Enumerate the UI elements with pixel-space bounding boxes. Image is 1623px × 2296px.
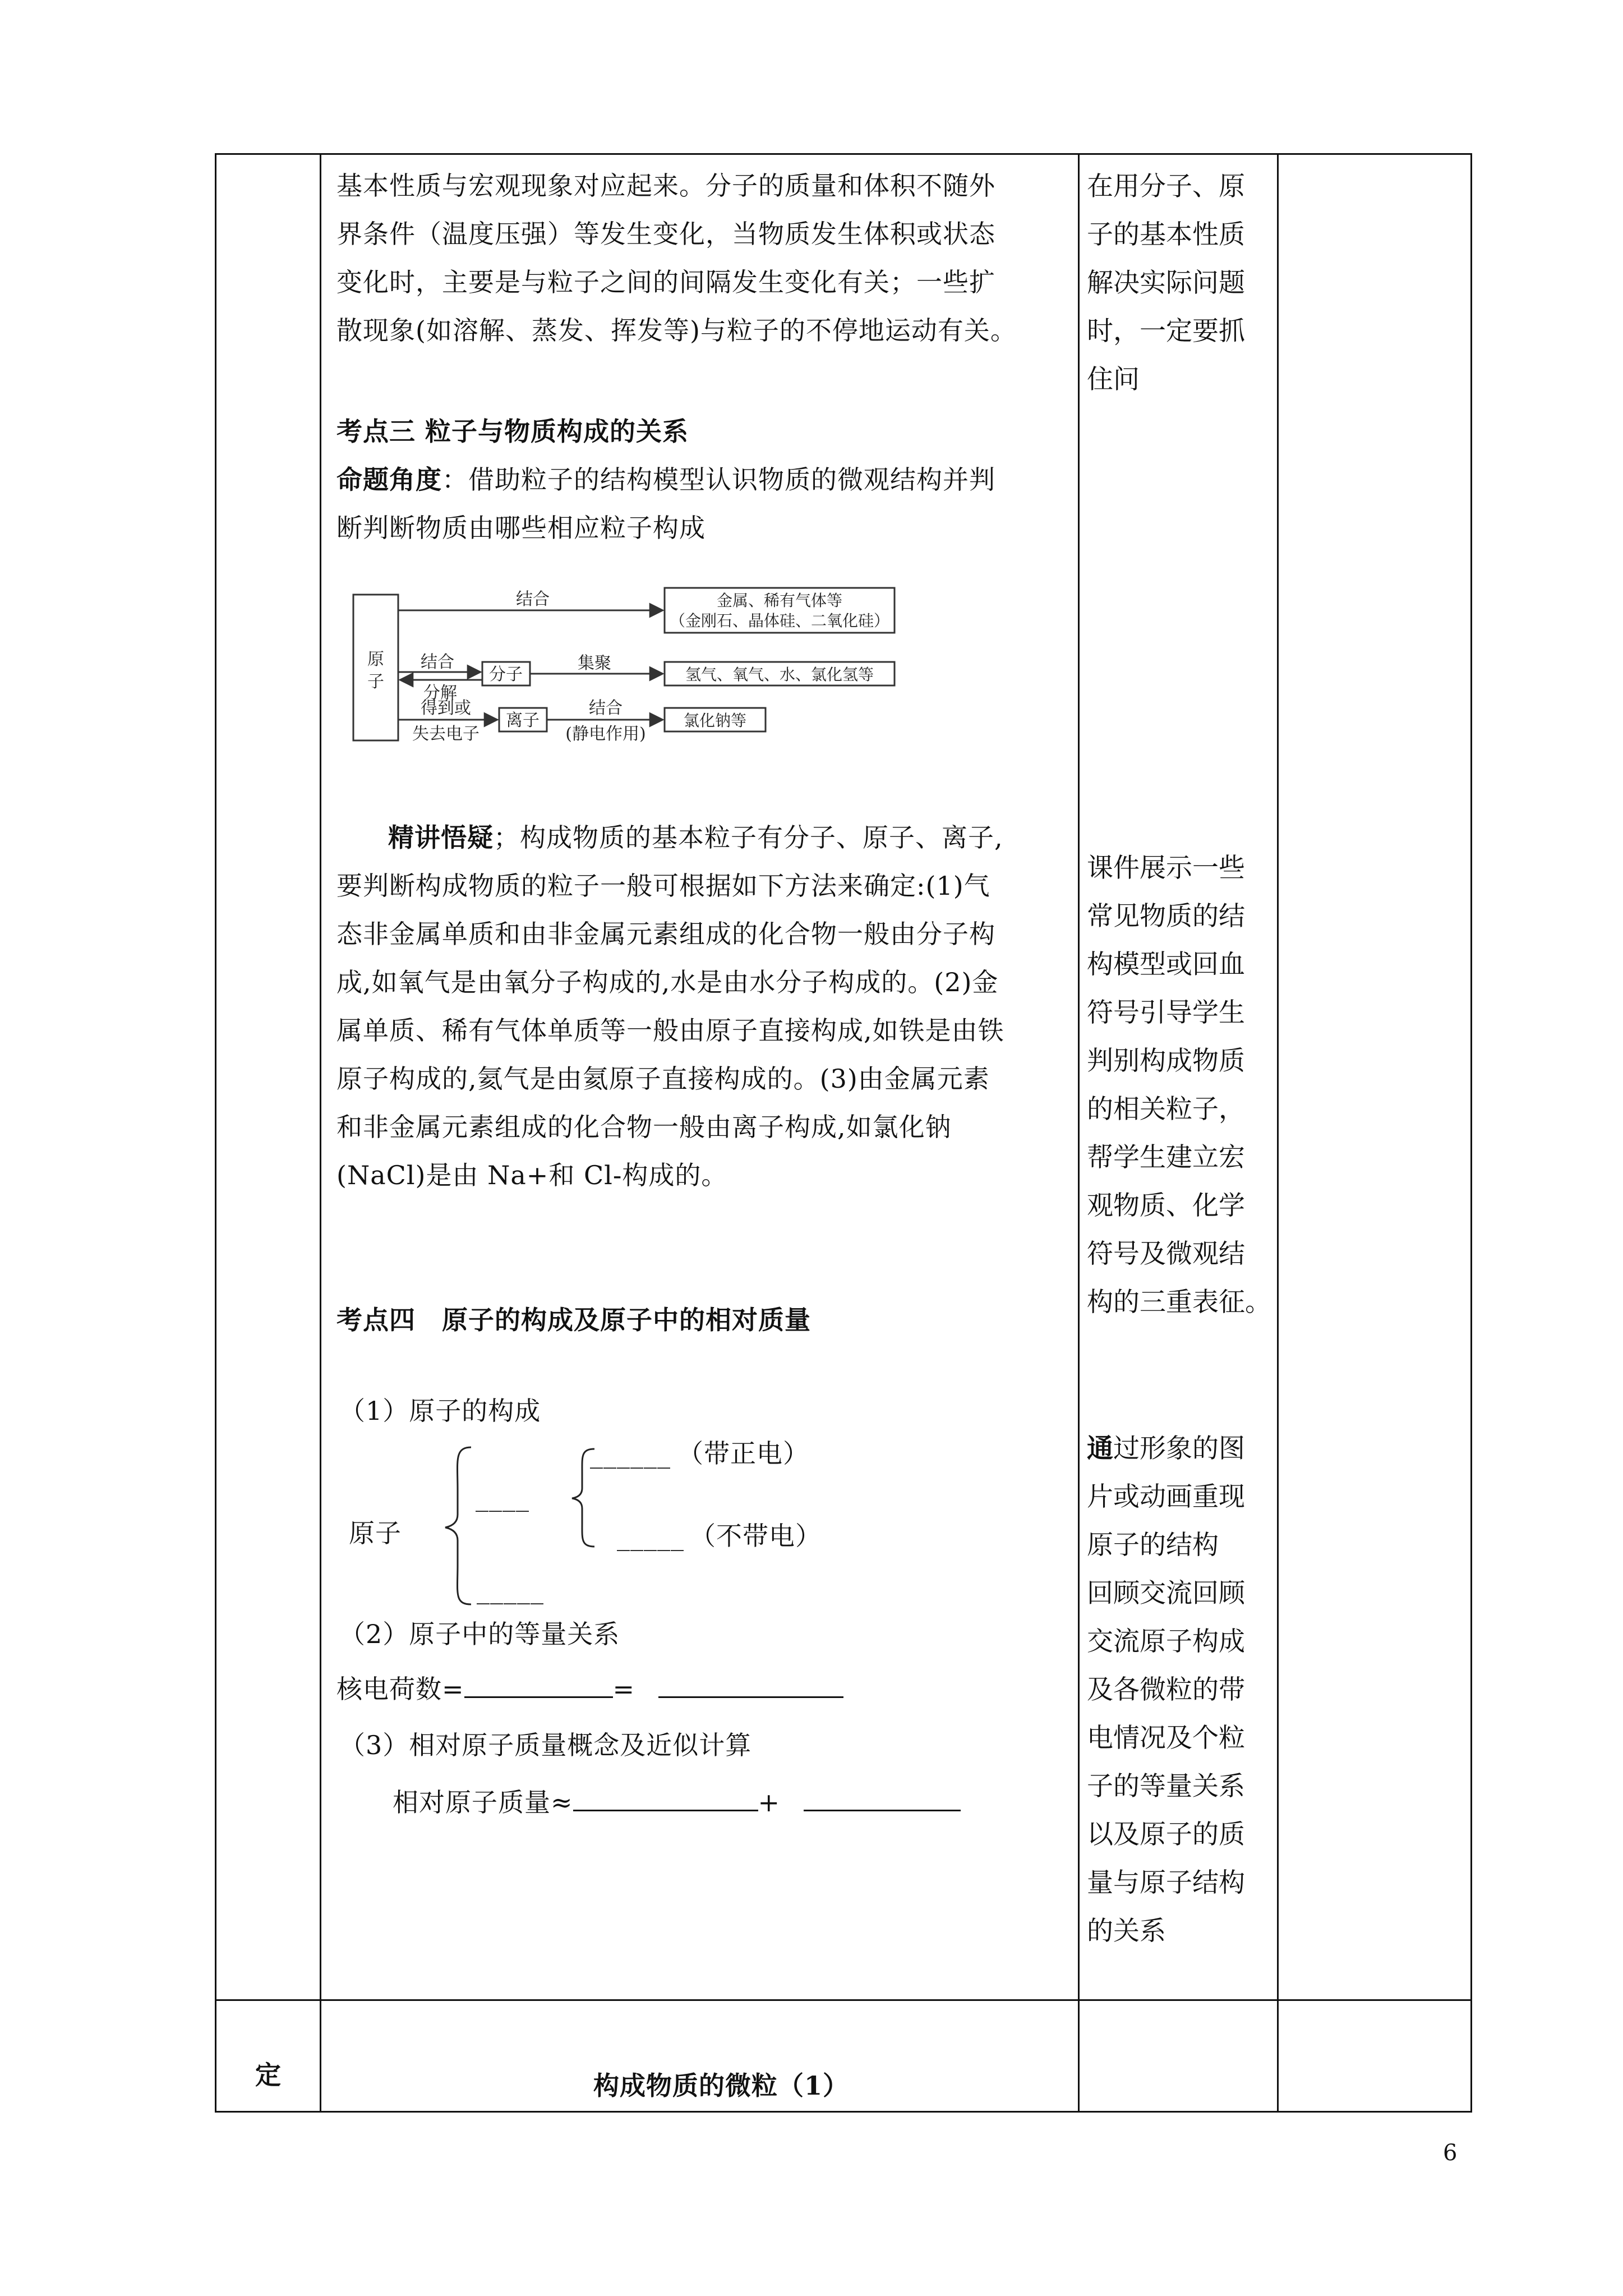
intro-line: 界条件（温度压强）等发生变化，当物质发生体积或状态 — [336, 219, 995, 249]
side-note-line: 以及原子的质 — [1087, 1819, 1245, 1850]
diagram-gain-lose-2: 失去电子 — [412, 724, 479, 744]
side-note-line: 子的基本性质 — [1087, 219, 1245, 250]
kp4-no-charge: （不带电） — [690, 1521, 822, 1551]
side-note-line: 常见物质的结 — [1087, 901, 1245, 932]
diagram-combine-3: 结合 — [589, 698, 623, 718]
intro-paragraph — [336, 162, 1077, 355]
table-col-divider-1 — [320, 153, 321, 2113]
nuclear-charge-row — [336, 1665, 843, 1713]
rel-mass-label: 相对原子质量≈ — [393, 1787, 573, 1818]
side-note-line: 判别构成物质 — [1087, 1046, 1245, 1076]
side-note-line: 符号及微观结 — [1087, 1239, 1245, 1269]
kp3-angle-label: 命题角度 — [336, 464, 442, 495]
diagram-box1-line2: （金刚石、晶体硅、二氧化硅） — [669, 611, 890, 630]
side-note-line: 交流原子构成 — [1087, 1626, 1245, 1657]
diagram-box2: 氢气、氧气、水、氯化氢等 — [685, 665, 874, 684]
rel-mass-row — [393, 1778, 961, 1826]
kp4-s3: （3）相对原子质量概念及近似计算 — [339, 1730, 752, 1760]
side-note-1 — [1087, 163, 1245, 404]
diagram-molecule: 分子 — [489, 665, 523, 684]
jingjiang-label: 精讲悟疑 — [388, 822, 494, 853]
table-col-divider-3 — [1277, 153, 1279, 2113]
diagram-gather: 集聚 — [578, 654, 611, 673]
jingjiang-line: 态非金属单质和由非金属元素组成的化合物一般由分子构 — [336, 919, 995, 949]
side-note-line: 原子的结构 — [1087, 1530, 1219, 1561]
intro-line: 散现象(如溶解、蒸发、挥发等)与粒子的不停地运动有关。 — [336, 315, 1017, 346]
side-note-line: 时，一定要抓 — [1087, 316, 1245, 347]
particle-structure-diagram — [348, 583, 948, 746]
jingjiang-line: 原子构成的,氦气是由氦原子直接构成的。(3)由金属元素 — [336, 1064, 990, 1094]
nuclear-charge-label: 核电荷数= — [336, 1674, 464, 1704]
side-note-line: 在用分子、原 — [1087, 171, 1245, 202]
kp4-s2: （2）原子中的等量关系 — [339, 1619, 620, 1649]
side-note-line: 符号引导学生 — [1087, 997, 1245, 1028]
bottom-lesson-title: 构成物质的微粒（1） — [593, 2070, 850, 2101]
table-top-border — [215, 153, 1472, 155]
rel-mass-blank-1[interactable] — [573, 1810, 758, 1811]
jingjiang-line: ；构成物质的基本粒子有分子、原子、离子, — [494, 822, 1003, 853]
rel-mass-blank-2[interactable] — [804, 1810, 961, 1811]
side-note-line: 构的三重表征。 — [1087, 1287, 1271, 1318]
kp4-blank-short-1: ____ — [476, 1481, 529, 1512]
jingjiang-line: 要判断构成物质的粒子一般可根据如下方法来确定:(1)气 — [336, 871, 990, 901]
rel-mass-plus: + — [758, 1787, 781, 1818]
side-note-3-first-rest: 过形象的图 — [1113, 1433, 1245, 1464]
kp4-blank-b: _____ — [617, 1521, 684, 1551]
side-note-line: 子的等量关系 — [1087, 1771, 1245, 1802]
table-right-border — [1470, 153, 1472, 2113]
jingjiang-line: 成,如氧气是由氧分子构成的,水是由水分子构成的。(2)金 — [336, 967, 999, 997]
kp4-pos-charge: （带正电） — [677, 1438, 809, 1469]
diagram-gain-lose-1: 得到或 — [421, 698, 471, 718]
side-note-line: 帮学生建立宏 — [1087, 1142, 1245, 1173]
side-note-line: 课件展示一些 — [1087, 853, 1245, 884]
side-note-line: 量与原子结构 — [1087, 1867, 1245, 1898]
table-col-divider-2 — [1078, 153, 1080, 2113]
kp3-title: 考点三 粒子与物质构成的关系 — [336, 416, 689, 447]
diagram-electrostatic: (静电作用) — [565, 724, 646, 744]
diagram-combine-1: 结合 — [516, 590, 550, 609]
jingjiang-line: 属单质、稀有气体单质等一般由原子直接构成,如铁是由铁 — [336, 1015, 1004, 1046]
jingjiang-line: 和非金属元素组成的化合物一般由离子构成,如氯化钠 — [336, 1112, 952, 1142]
kp4-blank-a: ______ — [590, 1438, 671, 1469]
side-note-line: 解决实际问题 — [1087, 268, 1245, 298]
table-row-divider — [215, 1999, 1472, 2001]
side-note-line: 构模型或回血 — [1087, 949, 1245, 980]
kp3-angle — [336, 455, 1077, 552]
side-note-line: 观物质、化学 — [1087, 1190, 1245, 1221]
side-note-line: 及各微粒的带 — [1087, 1674, 1245, 1705]
kp3-angle-text: ：借助粒子的结构模型认识物质的微观结构并判 — [442, 464, 995, 495]
side-note-line: 的关系 — [1087, 1916, 1166, 1947]
side-note-line: 片或动画重现 — [1087, 1481, 1245, 1512]
kp4-blank-short-2: _____ — [477, 1574, 544, 1604]
jingjiang-line: (NaCl)是由 Na+和 Cl-构成的。 — [336, 1160, 728, 1190]
intro-line: 变化时，主要是与粒子之间的间隔发生变化有关；一些扩 — [336, 267, 995, 297]
diagram-decompose: 分解 — [423, 683, 457, 703]
kp4-atom-label: 原子 — [349, 1518, 402, 1548]
intro-line: 基本性质与宏观现象对应起来。分子的质量和体积不随外 — [336, 171, 995, 201]
diagram-ion: 离子 — [506, 711, 540, 730]
diagram-atom-2: 子 — [367, 672, 384, 692]
kp4-title: 考点四 原子的构成及原子中的相对质量 — [336, 1305, 811, 1335]
diagram-combine-2: 结合 — [421, 652, 454, 672]
nuclear-charge-blank-2[interactable] — [658, 1696, 843, 1698]
diagram-atom-1: 原 — [367, 650, 384, 669]
side-note-3-first-char: 通 — [1087, 1433, 1113, 1464]
table-bottom-border — [215, 2111, 1472, 2113]
nuclear-charge-blank-1[interactable] — [464, 1696, 613, 1698]
side-note-2 — [1087, 844, 1271, 1327]
jingjiang-paragraph — [336, 813, 1077, 1199]
kp3-angle-text-2: 断判断物质由哪些相应粒子构成 — [336, 513, 706, 543]
table-left-border — [215, 153, 216, 2113]
side-note-3 — [1087, 1425, 1245, 1955]
side-note-line: 回顾交流回顾 — [1087, 1578, 1245, 1609]
side-note-line: 的相关粒子， — [1087, 1094, 1245, 1125]
side-note-line: 住问 — [1087, 364, 1140, 395]
kp4-s1: （1）原子的构成 — [339, 1396, 541, 1426]
page-number: 6 — [1443, 2140, 1458, 2166]
nuclear-charge-eq: = — [612, 1674, 635, 1704]
diagram-box3: 氯化钠等 — [683, 711, 747, 730]
side-note-line: 电情况及个粒 — [1087, 1723, 1245, 1754]
bottom-left-label: 定 — [255, 2060, 282, 2090]
diagram-box1-line1: 金属、稀有气体等 — [716, 591, 843, 610]
